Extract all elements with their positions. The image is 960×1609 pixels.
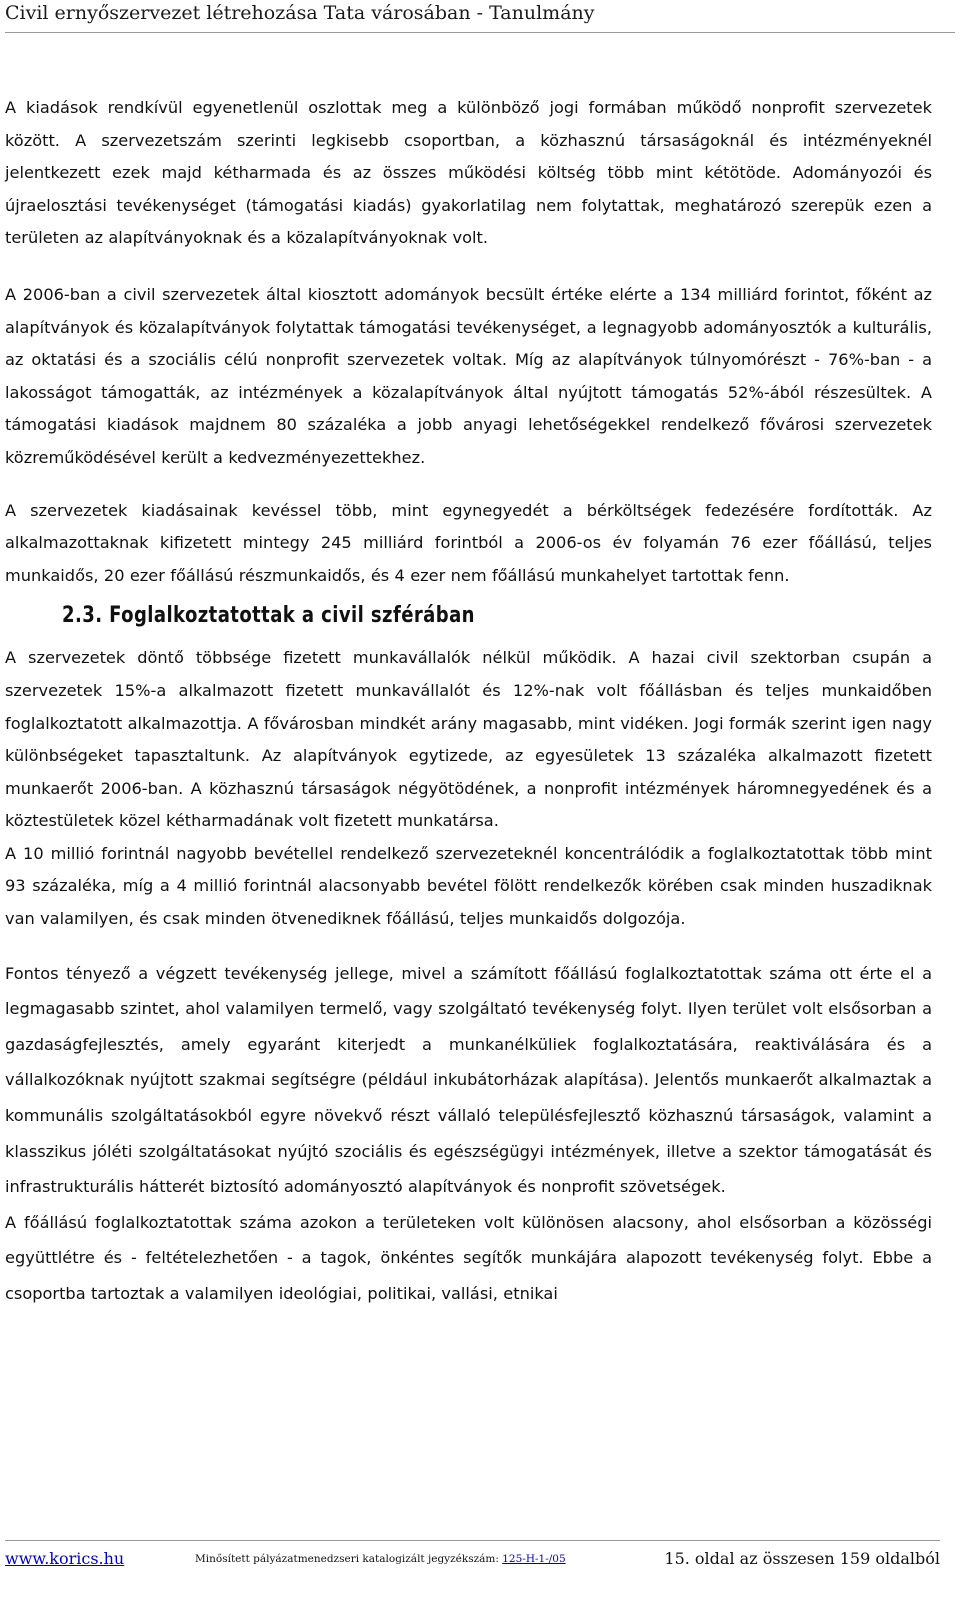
section-heading: 2.3. Foglalkoztatottak a civil szférában — [62, 603, 475, 629]
paragraph-wage-costs: A szervezetek kiadásainak kevéssel több, mint egynegyedét a bérköltségek fedezésére fordították. Az alkalmazottaknak kifizetett mintegy 245 milliárd forintból a 2006-os év folyamán 76 ezer főállású, teljes munkaidős, 20 ezer főállású részmunkaidős, és 4 ezer nem főállású munkahelyet tartottak fenn. — [5, 500, 932, 585]
document-header — [5, 0, 955, 33]
paragraph-low-employment-areas: A főállású foglalkoztatottak száma azokon a területeken volt különösen alacsony, ahol elsősorban a közösségi együttlétre és - feltételezhetően - a tagok, önkéntes segítők munkájára alapozott tevékenység folyt. Ebbe a csoportba tartoztak a valamilyen ideológiai, politikai, vallási, etnikai — [5, 1212, 932, 1303]
document-body — [5, 92, 932, 1312]
document-footer — [5, 1540, 940, 1571]
certification-note — [195, 1553, 566, 1565]
paragraph-expenses-distribution: A kiadások rendkívül egyenetlenül oszlottak meg a különböző jogi formában működő nonprofit szervezetek között. A szervezetszám szerinti legkisebb csoportban, a közhasznú társaságoknál és intézményeknél jelentkezett ezek majd kétharmada és az összes működési költség több mint kétötöde. Adományozói és újraelosztási tevékenységet (támogatási kiadás) gyakorlatilag nem folytattak, meghatározó szerepük ezen a területen az alapítványoknak és a közalapítványoknak volt. — [5, 98, 932, 248]
website-link[interactable]: www.korics.hu — [5, 1549, 125, 1568]
paragraph-revenue-employment: A 10 millió forintnál nagyobb bevétellel rendelkező szervezeteknél koncentrálódik a foglalkoztatottak több mint 93 százaléka, míg a 4 millió forintnál alacsonyabb bevétel fölött rendelkezők körében csak minden huszadiknak van valamilyen, és csak minden ötvenediknek főállású, teljes munkaidős dolgozója. — [5, 843, 932, 929]
header-title: Civil ernyőszervezet létrehozása Tata városában - Tanulmány — [5, 2, 595, 24]
paragraph-donations-2006: A 2006-ban a civil szervezetek által kiosztott adományok becsült értéke elérte a 134 milliárd forintot, főként az alapítványok és közalapítványok folytattak támogatási tevékenységet, a legnagyobb adományosztók a kulturális, az oktatási és a szociális célú nonprofit szervezetek voltak. Míg az alapítványok túlnyomórészt - 76%-ban - a lakosságot támogatták, az intézmények a közalapítványok által nyújtott támogatás 52%-ából részesültek. A támogatási kiadások majdnem 80 százaléka a jobb anyagi lehetőségekkel rendelkező fővárosi szervezetek közreműködésével került a kedvezményezettekhez. — [5, 284, 932, 467]
page-number: 15. oldal az összesen 159 oldalból — [664, 1549, 940, 1568]
paragraph-employees-majority: A szervezetek döntő többsége fizetett munkavállalók nélkül működik. A hazai civil szektorban csupán a szervezetek 15%-a alkalmazott fizetett munkavállalót és 12%-nak volt főállásban és teljes munkaidőben foglalkoztatott alkalmazottja. A fővárosban mindkét arány magasabb, mint vidéken. Jogi formák szerint igen nagy különbségeket tapasztaltunk. Az alapítványok egytizede, az egyesületek 13 százaléka alkalmazott fizetett munkaerőt 2006-ban. A közhasznú társaságok négyötödének, a nonprofit intézmények háromnegyedének és a köztestületek közel kétharmadának volt fizetett munkatársa. — [5, 648, 932, 831]
certification-text: Minősített pályázatmenedzseri katalogizált jegyzékszám: — [195, 1553, 503, 1565]
certification-code-link[interactable]: 125-H-1-/05 — [502, 1553, 566, 1565]
paragraph-activity-type: Fontos tényező a végzett tevékenység jellege, mivel a számított főállású foglalkoztatottak száma ott érte el a legmagasabb szintet, ahol valamilyen termelő, vagy szolgáltató tevékenység folyt. Ilyen terület volt elsősorban a gazdaságfejlesztés, amely egyaránt kiterjedt a munkanélküliek foglalkoztatására, reaktiválására és a vállalkozóknak nyújtott szakmai segítségre (például inkubátorházak alapítása). Jelentős munkaerőt alkalmaztak a kommunális szolgáltatásokból egyre növekvő részt vállaló településfejlesztő közhasznú társaságok, valamint a klasszikus jóléti szolgáltatásokat nyújtó szociális és egészségügyi intézmények, illetve a szektor támogatását és infrastrukturális hátterét biztosító adományosztó alapítványok és nonprofit szövetségek. — [5, 963, 932, 1197]
